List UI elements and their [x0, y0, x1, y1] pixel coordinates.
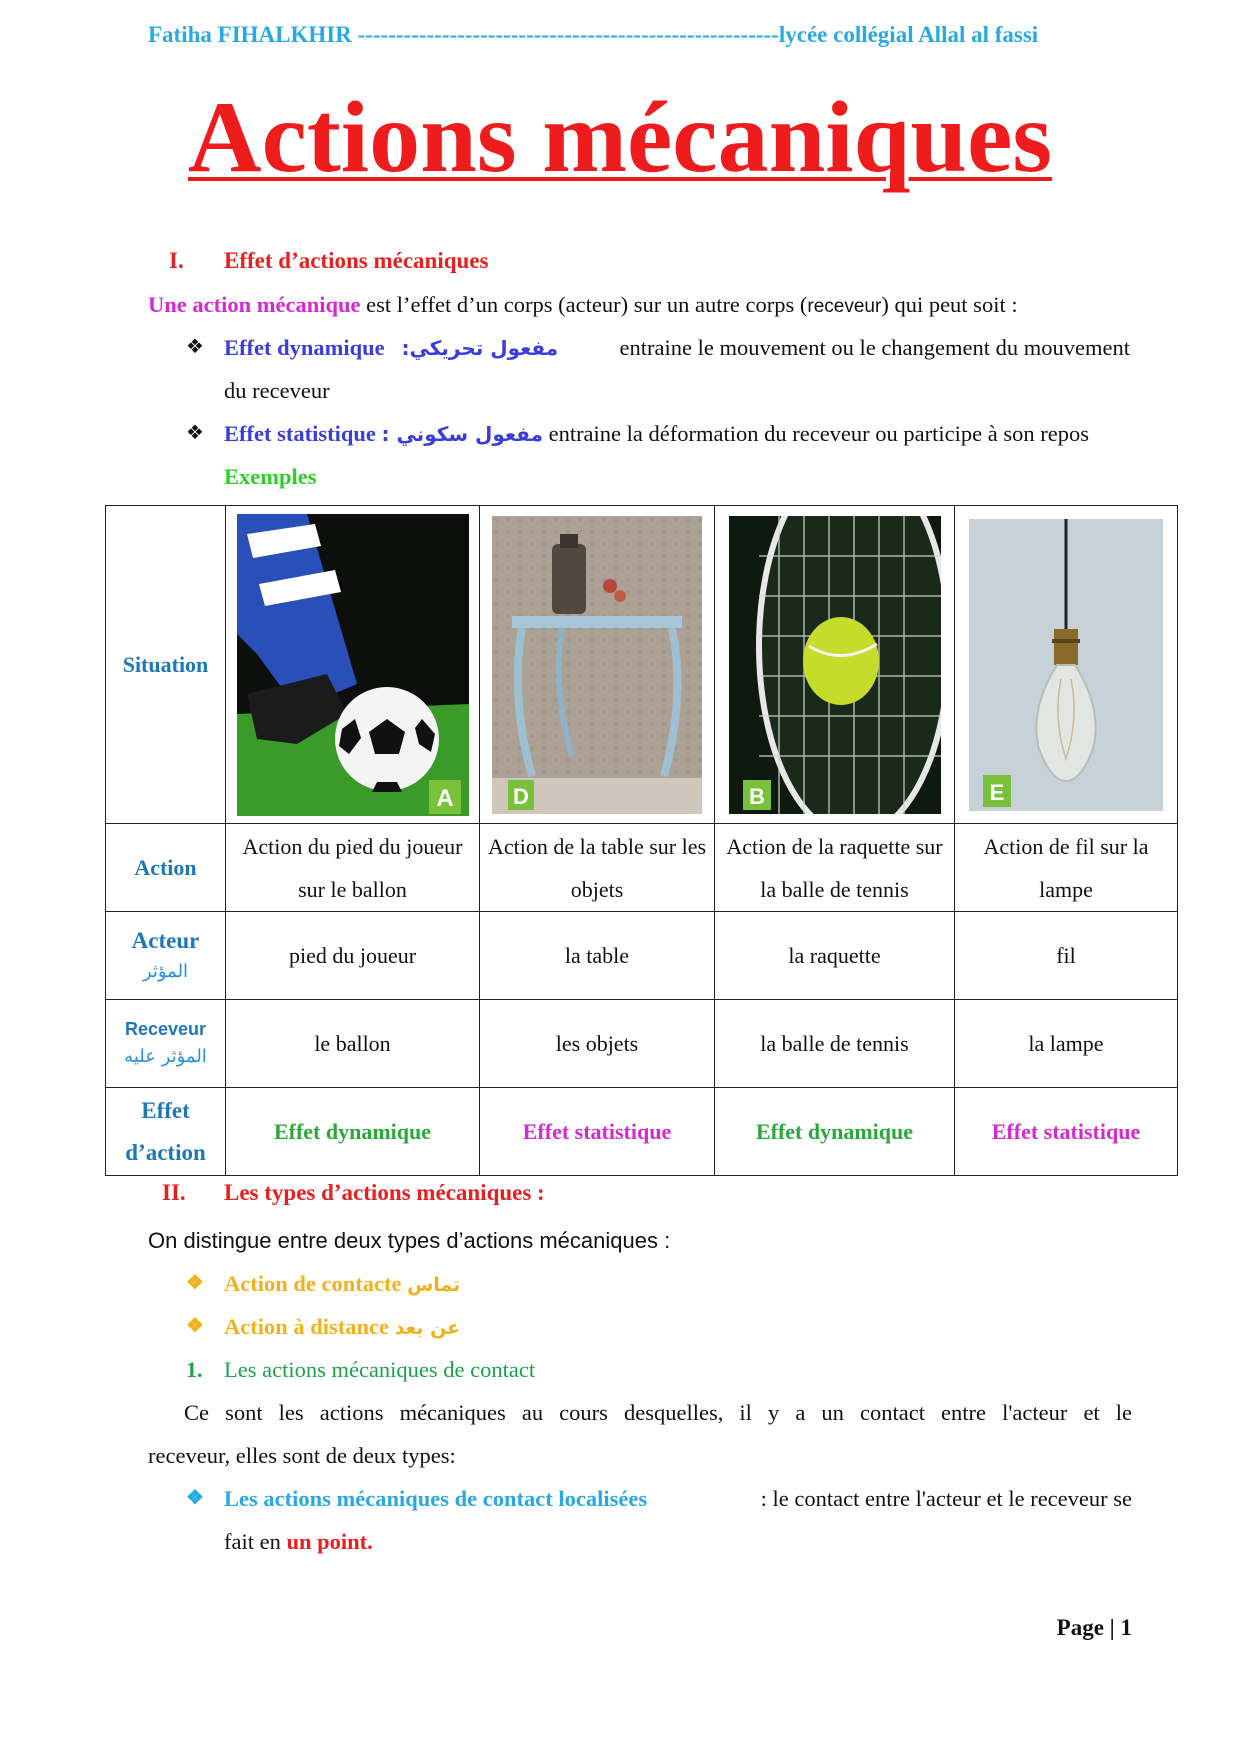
row-label-action: Action	[106, 824, 226, 912]
bullet-dynamic	[0, 326, 1240, 412]
localized-contact-line	[224, 1477, 1132, 1520]
photo-tag-a: A	[435, 784, 454, 812]
image-cell	[480, 506, 715, 824]
table-cell: la table	[480, 912, 715, 1000]
type-contact	[0, 1262, 1240, 1305]
table-row-acteur	[106, 912, 1178, 1000]
photo-tag-b: B	[748, 783, 765, 809]
football-kick-photo	[237, 514, 469, 816]
table-cell: le ballon	[226, 1000, 480, 1088]
effet-cell: Effet statistique	[955, 1088, 1178, 1176]
type-distance-arabic: عن بعد	[394, 1317, 461, 1339]
subsection-1-number: 1.	[186, 1357, 203, 1382]
hanging-lamp-icon	[969, 519, 1163, 811]
section-1-title: Effet d’actions mécaniques	[224, 248, 489, 273]
dynamic-text: entraine le mouvement ou le changement du mouvement	[619, 335, 1130, 360]
bullet-static-line	[224, 412, 1089, 456]
intro-paragraph	[148, 283, 1018, 328]
row-label-receveur: Receveur	[124, 1018, 207, 1039]
localized-contact	[0, 1477, 1240, 1563]
type-distance	[0, 1305, 1240, 1348]
row-label-receveur-arabic: المؤثر عليه	[124, 1045, 207, 1067]
table-cell: fil	[955, 912, 1178, 1000]
author-name: Fatiha FIHALKHIR	[148, 22, 352, 47]
photo-tag-e: E	[989, 779, 1005, 805]
localized-contact-text-2: fait en	[224, 1529, 287, 1554]
page-number: 1	[1120, 1615, 1132, 1640]
table-cell: Action du pied du joueur sur le ballon	[226, 824, 480, 912]
row-label-acteur-arabic: المؤثر	[142, 960, 189, 982]
page-title: Actions mécaniques	[187, 81, 1053, 194]
photo-tag-d: D	[513, 783, 529, 809]
type-distance-line	[224, 1305, 460, 1350]
type-contact-arabic: تماس	[407, 1274, 461, 1296]
page-footer	[1057, 1615, 1132, 1641]
bullet-glyph: ❖	[186, 1487, 204, 1509]
table-cell: Action de la table sur les objets	[480, 824, 715, 912]
tennis-racket-ball-photo	[729, 516, 941, 814]
localized-contact-label: Les actions mécaniques de contact localisées	[224, 1486, 648, 1511]
dynamic-label: Effet dynamique	[224, 335, 385, 360]
section-1-number: I.	[169, 248, 184, 273]
section-2-number: II.	[162, 1180, 186, 1205]
subsection-1	[0, 1348, 1240, 1391]
type-distance-label: Action à distance	[224, 1314, 389, 1339]
effet-cell: Effet statistique	[480, 1088, 715, 1176]
static-text: entraine la déformation du receveur ou participe à son repos	[542, 421, 1089, 446]
table-row-situation	[106, 506, 1178, 824]
bullet-glyph: ❖	[186, 422, 204, 444]
table-cell: les objets	[480, 1000, 715, 1088]
effet-cell: Effet dynamique	[715, 1088, 955, 1176]
row-label-effet-1: Effet	[141, 1097, 190, 1123]
tennis-racket-icon	[729, 516, 941, 814]
contact-paragraph-line-2: receveur, elles sont de deux types:	[148, 1443, 456, 1468]
bullet-glyph: ❖	[186, 336, 204, 358]
intro-receveur: receveur	[807, 296, 882, 317]
section-2-intro: On distingue entre deux types d’actions mécaniques :	[148, 1228, 671, 1253]
row-label-effet-cell	[106, 1088, 226, 1176]
table-row-effet	[106, 1088, 1178, 1176]
table-cell: la balle de tennis	[715, 1000, 955, 1088]
row-label-receveur-cell	[106, 1000, 226, 1088]
dynamic-arabic: مفعول تحريكي:	[401, 336, 559, 360]
section-2-title: Les types d’actions mécaniques :	[224, 1180, 545, 1205]
intro-term: Une action mécanique	[148, 292, 361, 317]
table-cell: la lampe	[955, 1000, 1178, 1088]
localized-contact-point: un point.	[286, 1529, 373, 1554]
table-cell: la raquette	[715, 912, 955, 1000]
row-label-acteur-cell	[106, 912, 226, 1000]
image-cell	[226, 506, 480, 824]
row-label-acteur: Acteur	[131, 927, 200, 953]
page-header	[148, 22, 1132, 48]
dynamic-text-2: du receveur	[224, 378, 330, 403]
page-separator: |	[1103, 1615, 1121, 1640]
intro-text-1: est l’effet d’un corps (acteur) sur un autre corps (	[360, 292, 808, 317]
hanging-lamp-photo	[969, 519, 1163, 811]
table-objects-icon	[492, 516, 702, 814]
localized-contact-line-2	[224, 1520, 373, 1563]
type-contact-line	[224, 1262, 460, 1307]
table-with-objects-photo	[492, 516, 702, 814]
static-label: Effet statistique	[224, 421, 376, 446]
contact-paragraph-line-1: Ce sont les actions mécaniques au cours desquelles, il y a un contact entre l'acteur et le	[184, 1400, 1132, 1425]
image-cell	[955, 506, 1178, 824]
row-label-situation: Situation	[106, 506, 226, 824]
static-arabic: مفعول سكوني :	[381, 422, 543, 446]
header-dashes: -------------------------------------------------------	[357, 22, 779, 47]
bullet-dynamic-line	[224, 326, 1130, 370]
bullet-glyph: ❖	[186, 1272, 204, 1294]
football-kick-icon	[237, 514, 469, 816]
school-name: lycée collégial Allal al fassi	[778, 22, 1039, 47]
bullet-static	[0, 412, 1240, 455]
localized-contact-text: : le contact entre l'acteur et le receveur se	[760, 1486, 1132, 1511]
image-cell	[715, 506, 955, 824]
examples-table	[105, 505, 1178, 1176]
intro-text-2: ) qui peut soit :	[881, 292, 1018, 317]
table-cell: pied du joueur	[226, 912, 480, 1000]
examples-label: Exemples	[224, 464, 317, 489]
page-label: Page	[1056, 1615, 1104, 1640]
type-contact-label: Action de contacte	[224, 1271, 402, 1296]
table-cell: Action de la raquette sur la balle de tennis	[715, 824, 955, 912]
table-cell: Action de fil sur la lampe	[955, 824, 1178, 912]
subsection-1-title: Les actions mécaniques de contact	[224, 1357, 536, 1382]
table-row-action	[106, 824, 1178, 912]
table-row-receveur	[106, 1000, 1178, 1088]
row-label-effet-2: d’action	[125, 1139, 206, 1165]
bullet-glyph: ❖	[186, 1315, 204, 1337]
effet-cell: Effet dynamique	[226, 1088, 480, 1176]
